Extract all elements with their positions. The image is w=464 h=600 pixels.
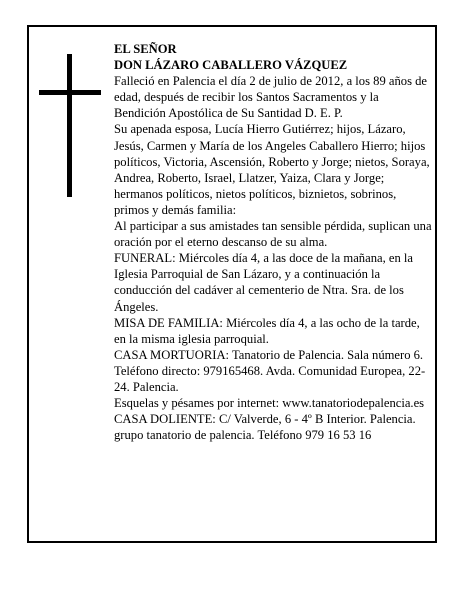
death-announcement: Falleció en Palencia el día 2 de julio de 2012, a los 89 años de edad, después de recibir los Santos Sacramentos y la Bendición Apostólica de Su Santidad D. E. P. (114, 74, 428, 121)
funeral-home-contact: grupo tanatorio de palencia. Teléfono 979 16 53 16 (114, 428, 372, 443)
prayer-request: Al participar a sus amistades tan sensible pérdida, suplican una oración por el eterno descanso de su alma. (114, 219, 432, 250)
cross-icon-vertical-bar (67, 54, 72, 197)
mortuary-info: CASA MORTUORIA: Tanatorio de Palencia. Sala número 6. Teléfono directo: 979165468. Avda. Comunidad Europea, 22-24. Palencia. (114, 347, 426, 394)
deceased-name: DON LÁZARO CABALLERO VÁZQUEZ (114, 58, 348, 73)
funeral-info: FUNERAL: Miércoles día 4, a las doce de la mañana, en la Iglesia Parroquial de San Lázaro, y a continuación la conducción del cadáver al cementerio de Ntra. Sra. de los Ángeles. (114, 251, 414, 314)
family-mass-info: MISA DE FAMILIA: Miércoles día 4, a las ocho de la tarde, en la misma iglesia parroquial. (114, 315, 420, 346)
obituary-notice (27, 25, 437, 543)
family-list: Su apenada esposa, Lucía Hierro Gutiérrez; hijos, Lázaro, Jesús, Carmen y María de los Angeles Caballero Hierro; hijos políticos, Victoria, Ascensión, Roberto y Jorge; nietos, Soraya, Andrea, Roberto, Israel, Llatzer, Yaiza, Clara y Jorge; hermanos políticos, nietos políticos, biznietos, sobrinos, primos y demás familia: (114, 122, 430, 217)
family-home-address: CASA DOLIENTE: C/ Valverde, 6 - 4º B Interior. Palencia. (114, 412, 416, 427)
cross-icon-horizontal-bar (39, 90, 101, 95)
internet-condolences: Esquelas y pésames por internet: www.tanatoriodepalencia.es (114, 396, 425, 411)
notice-content (114, 41, 432, 443)
heading-title: EL SEÑOR (114, 42, 177, 56)
